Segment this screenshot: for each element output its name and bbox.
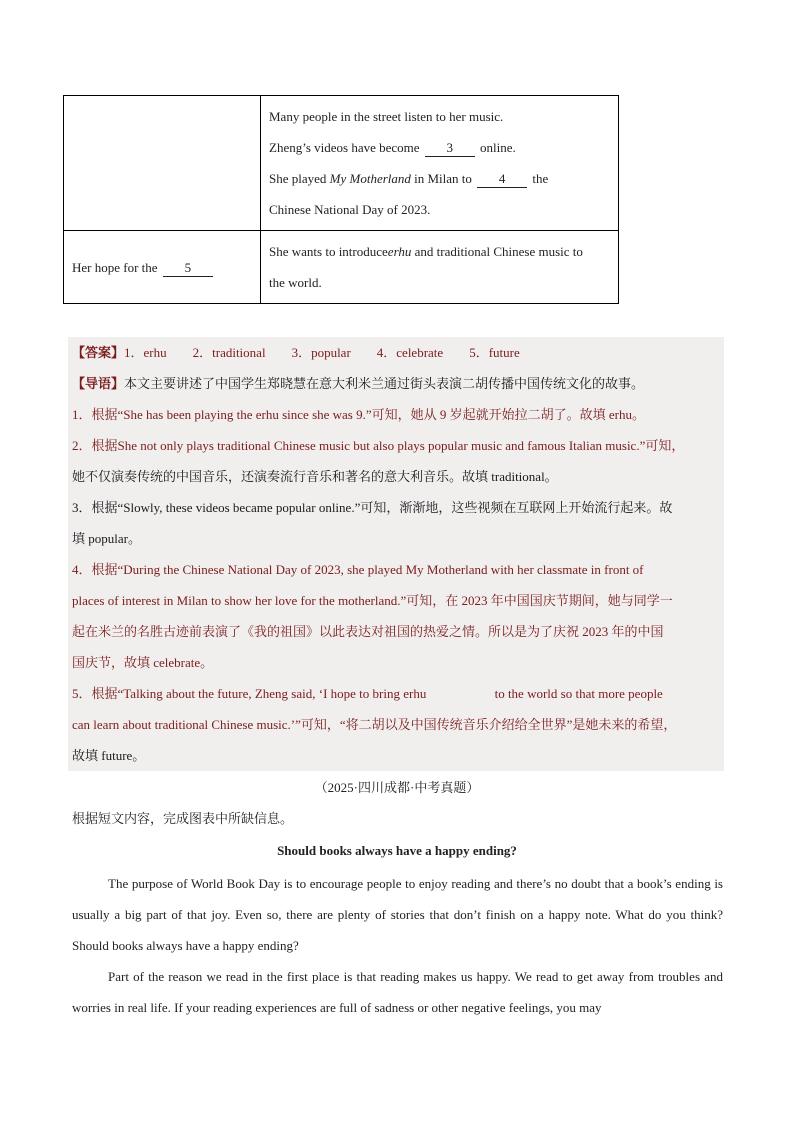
paragraph: Part of the reason we read in the first place is that reading makes us happy. We read to get away from troubles and worries in real life. If your reading experiences are full of sadness or other negative feelings, you may (72, 969, 723, 1015)
paragraph: The purpose of World Book Day is to encourage people to enjoy reading and there’s no doubt that a book’s ending is usually a big part of that joy. Even so, there are plenty of stories that don’t finish on a happy note. What do you think? Should books always have a happy ending? (72, 876, 723, 953)
answer-item: 2．traditional (192, 345, 266, 360)
answer-item: 5．future (469, 345, 520, 360)
table-line (269, 163, 610, 194)
table-text: online. (480, 140, 516, 155)
explanation-5-cont: 故填 future。 (72, 748, 146, 763)
table-line: Many people in the street listen to her music. (269, 109, 504, 124)
explanation-5: 5．根据“Talking about the future, Zheng said, ‘I hope to bring erhu to the world so that more people (72, 686, 663, 701)
explanation-1: 1．根据“She has been playing the erhu since she was 9.”可知，她从 9 岁起就开始拉二胡了。故填 erhu。 (72, 407, 645, 422)
table-text: the (532, 171, 549, 186)
answer-blank-5: 5 (163, 260, 213, 277)
table-line: Chinese National Day of 2023. (269, 202, 431, 217)
info-chart-table (63, 95, 619, 304)
guide-label: 【导语】 (72, 376, 125, 391)
table-text: She played (269, 171, 327, 186)
answer-section (68, 337, 724, 771)
table-text: She wants to introduce (269, 244, 388, 259)
question-source: （2025·四川成都·中考真题） (314, 780, 480, 795)
instruction: 根据短文内容，完成图表中所缺信息。 (72, 811, 294, 826)
table-cell (261, 231, 619, 304)
answer-blank-3: 3 (425, 140, 475, 157)
table-row (64, 96, 619, 231)
guide-line (72, 368, 720, 399)
table-cell (64, 231, 261, 304)
guide-text: 本文主要讲述了中国学生郑晓慧在意大利米兰通过街头表演二胡传播中国传统文化的故事。 (124, 376, 645, 391)
answer-label: 【答案】 (72, 345, 125, 360)
table-line: the world. (269, 275, 322, 290)
answer-item: 4．celebrate (376, 345, 444, 360)
answer-blank-4: 4 (477, 171, 527, 188)
table-text: Zheng’s videos have become (269, 140, 420, 155)
table-text: erhu (387, 244, 412, 259)
explanation-4: 4．根据“During the Chinese National Day of 2023, she played My Motherland with her classmate in front of (72, 562, 644, 577)
answer-list (72, 337, 720, 368)
explanation-3-cont: 填 popular。 (72, 531, 141, 546)
passage-title: Should books always have a happy ending? (277, 843, 517, 858)
table-text: Her hope for the (72, 259, 158, 275)
explanation-4-cont: 国庆节，故填 celebrate。 (72, 655, 214, 670)
explanation-2: 2．根据She not only plays traditional Chinese music but also plays popular music and famous Italian music.”可知， (72, 438, 685, 453)
answer-item: 3．popular (291, 345, 351, 360)
song-title: My Motherland (329, 171, 411, 186)
explanation-3: 3．根据“Slowly, these videos became popular online.”可知，渐渐地，这些视频在互联网上开始流行起来。故 (72, 500, 673, 515)
table-cell (261, 96, 619, 231)
passage-body (72, 868, 723, 1023)
explanation-4-cont: 起在米兰的名胜古迹前表演了《我的祖国》以此表达对祖国的热爱之情。所以是为了庆祝 2023 年的中国 (72, 624, 664, 639)
answer-item: 1．erhu (124, 345, 167, 360)
table-text: in Milan to (414, 171, 472, 186)
explanation-4-cont: places of interest in Milan to show her love for the motherland.”可知，在 2023 年中国国庆节期间，她与同学一 (72, 593, 673, 608)
explanation-5-cont: can learn about traditional Chinese music.’”可知，“将二胡以及中国传统音乐介绍给全世界”是她未来的希望， (72, 717, 677, 732)
table-row (64, 231, 619, 304)
table-line (269, 236, 610, 267)
table-text: and traditional Chinese music to (414, 244, 583, 259)
table-line (269, 132, 610, 163)
table-cell-empty (64, 96, 261, 231)
explanation-2-cont: 她不仅演奏传统的中国音乐，还演奏流行音乐和著名的意大利音乐。故填 traditional。 (72, 469, 558, 484)
